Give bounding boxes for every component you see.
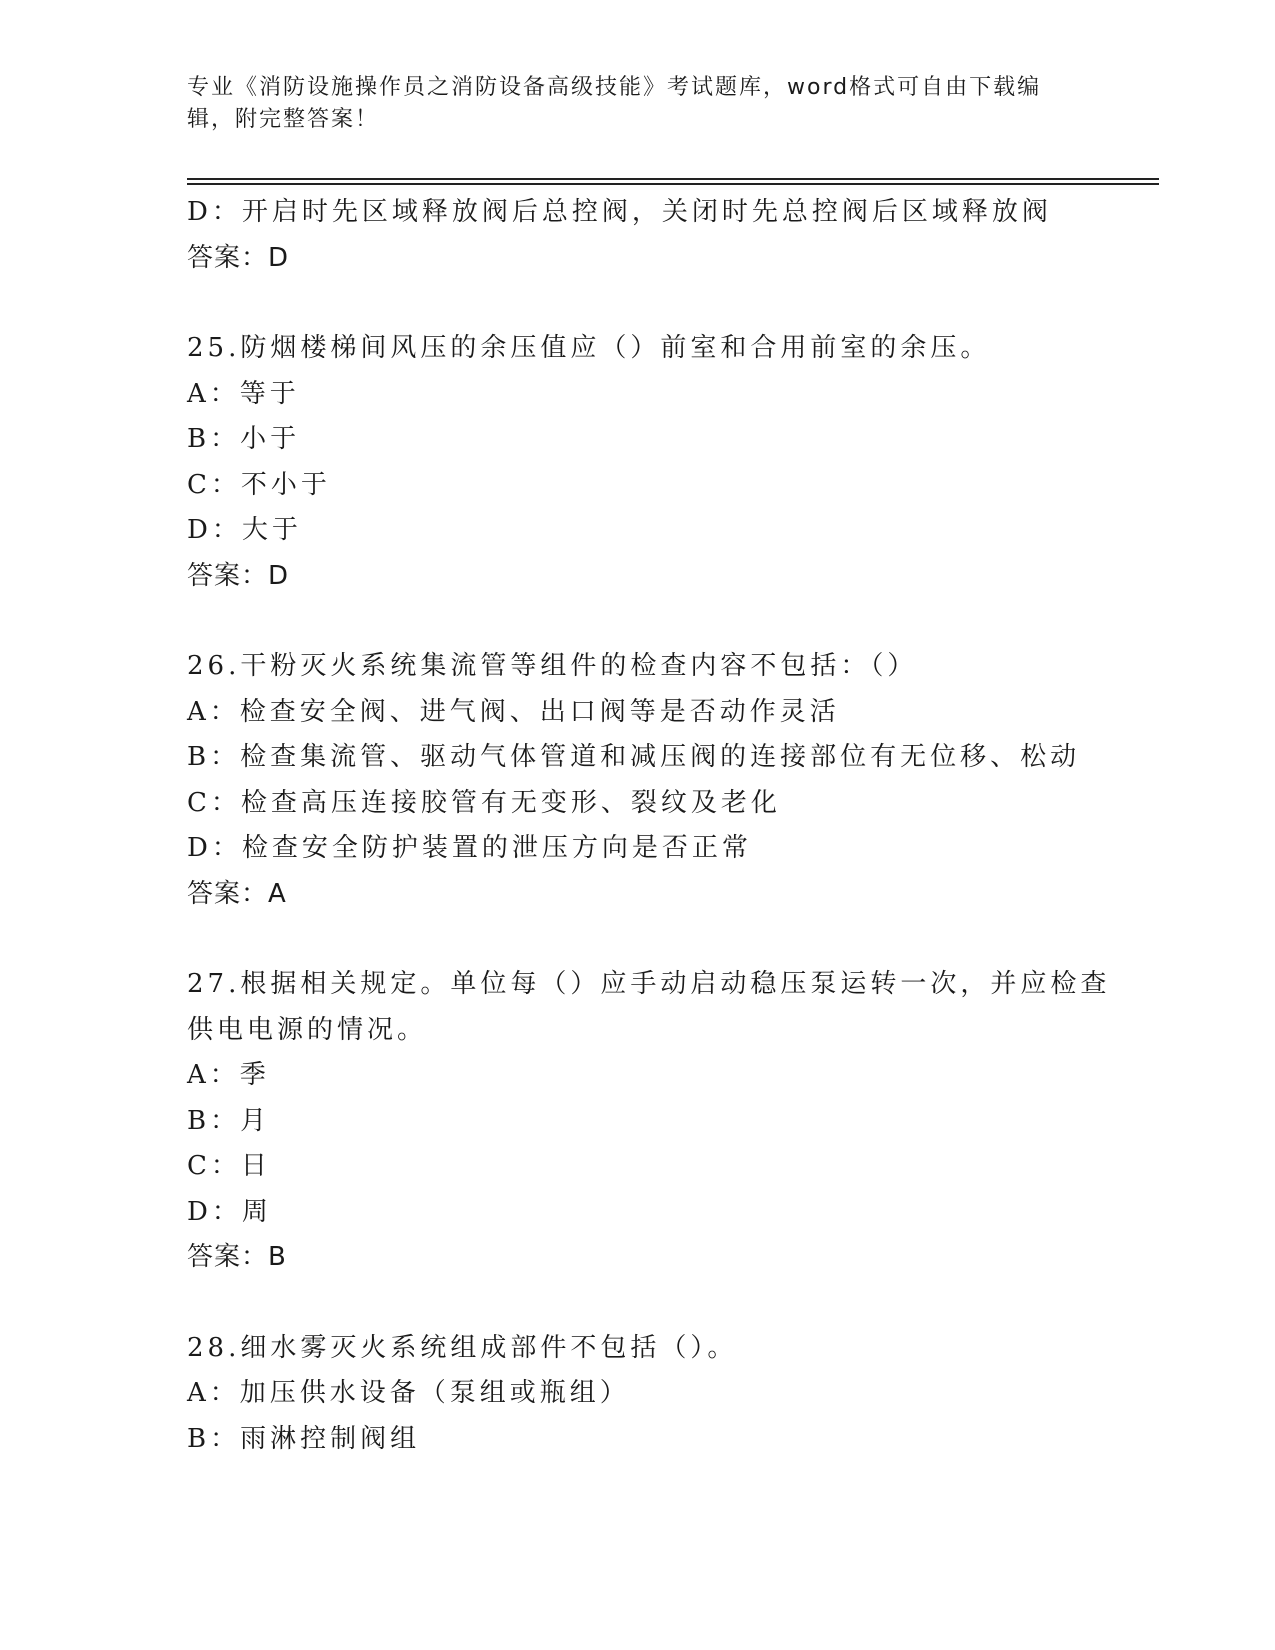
answer-line: 答案：D	[187, 242, 290, 273]
option-b: B：检查集流管、驱动气体管道和减压阀的连接部位有无位移、松动	[187, 742, 1081, 772]
option-a: A：检查安全阀、进气阀、出口阀等是否动作灵活	[187, 696, 840, 727]
question-stem: 26.干粉灭火系统集流管等组件的检查内容不包括：（）	[187, 651, 918, 681]
option-a: A：等于	[187, 378, 300, 409]
option-c: C：检查高压连接胶管有无变形、裂纹及老化	[187, 787, 781, 818]
option-b: B：雨淋控制阀组	[187, 1423, 421, 1454]
answer-line: 答案：B	[187, 1242, 287, 1272]
question-stem-line-2: 供电电源的情况。	[187, 1014, 428, 1045]
option-a: A：季	[187, 1060, 270, 1090]
header-rule-top	[187, 178, 1159, 180]
question-stem: 25.防烟楼梯间风压的余压值应（）前室和合用前室的余压。	[187, 333, 991, 363]
document-header	[187, 72, 1067, 136]
header-line-1: 专业《消防设施操作员之消防设备高级技能》考试题库，word格式可自由下载编	[187, 75, 1042, 100]
header-rule-bottom	[187, 183, 1159, 185]
question-25	[187, 326, 1087, 599]
answer-line: 答案：D	[187, 560, 290, 591]
option-c: C：日	[187, 1151, 271, 1181]
question-27	[187, 962, 1111, 1281]
question-stem: 28.细水雾灭火系统组成部件不包括（）。	[187, 1332, 738, 1363]
header-line-2: 辑，附完整答案！	[187, 107, 380, 132]
question-content	[187, 190, 1111, 1462]
option-d: D：大于	[187, 515, 302, 545]
option-d: D：检查安全防护装置的泄压方向是否正常	[187, 833, 752, 863]
question-26	[187, 644, 1087, 917]
answer-line: 答案：A	[187, 878, 287, 909]
question-stem-line-1: 27.根据相关规定。单位每（）应手动启动稳压泵运转一次，并应检查	[187, 969, 1111, 999]
option-b: B：小于	[187, 424, 301, 454]
option-d: D：开启时先区域释放阀后总控阀，关闭时先总控阀后区域释放阀	[187, 197, 1052, 227]
option-c: C：不小于	[187, 469, 331, 500]
option-a: A：加压供水设备（泵组或瓶组）	[187, 1378, 630, 1408]
option-d: D：周	[187, 1196, 272, 1227]
question-28	[187, 1326, 1087, 1463]
option-b: B：月	[187, 1105, 271, 1136]
